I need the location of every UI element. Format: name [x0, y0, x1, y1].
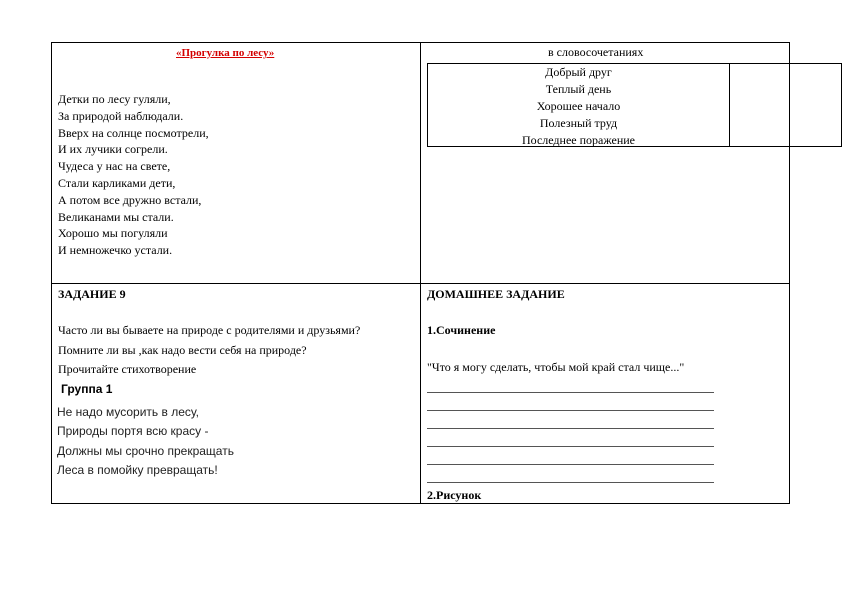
poem-line: Чудеса у нас на свете,	[58, 159, 171, 174]
question: Помните ли вы ,как надо вести себя на природе?	[58, 343, 307, 357]
group-poem	[57, 403, 234, 480]
poem-line: И немножечко устали.	[58, 243, 173, 258]
group-label: Группа 1	[61, 382, 113, 396]
writing-line	[427, 464, 714, 465]
poem	[58, 91, 209, 259]
homework-item-drawing: 2.Рисунок	[427, 488, 482, 502]
phrase-item: Хорошее начало	[536, 99, 621, 113]
task-title: ЗАДАНИЕ 9	[58, 287, 126, 301]
writing-line	[427, 392, 714, 393]
phrase-item: Теплый день	[545, 82, 612, 96]
poem-line: И их лучики согрели.	[58, 142, 168, 157]
column-divider	[420, 42, 421, 504]
phrases-list	[428, 64, 729, 149]
question: Часто ли вы бываете на природе с родителями и друзьями?	[58, 323, 361, 337]
writing-line	[427, 446, 714, 447]
poem-line: А потом все дружно встали,	[58, 192, 202, 207]
poem-line: Великанами мы стали.	[58, 209, 174, 224]
essay-topic: "Что я могу сделать, чтобы мой край стал чище..."	[427, 360, 685, 374]
poem-line: За природой наблюдали.	[58, 108, 184, 123]
group-poem-line: Природы портя всю красу -	[57, 424, 209, 439]
poem-title: «Прогулка по лесу»	[176, 47, 275, 59]
poem-line: Детки по лесу гуляли,	[58, 92, 171, 106]
poem-line: Хорошо мы погуляли	[58, 226, 168, 241]
group-poem-line: Должны мы срочно прекращать	[57, 443, 234, 458]
phrases-heading: в словосочетаниях	[548, 45, 644, 59]
writing-line	[427, 428, 714, 429]
phrases-table-divider	[729, 63, 730, 147]
poem-line: Стали карликами дети,	[58, 175, 176, 190]
homework-title: ДОМАШНЕЕ ЗАДАНИЕ	[427, 287, 565, 301]
group-poem-line: Не надо мусорить в лесу,	[57, 405, 200, 419]
row-divider	[51, 283, 790, 284]
phrase-item: Полезный труд	[539, 116, 618, 130]
writing-line	[427, 482, 714, 483]
homework-item-essay: 1.Сочинение	[427, 323, 496, 337]
group-poem-line: Леса в помойку превращать!	[57, 462, 218, 477]
phrase-item: Добрый друг	[545, 65, 612, 79]
phrase-item: Последнее поражение	[521, 133, 635, 147]
question: Прочитайте стихотворение	[58, 362, 197, 376]
writing-line	[427, 410, 714, 411]
poem-line: Вверх на солнце посмотрели,	[58, 125, 209, 140]
